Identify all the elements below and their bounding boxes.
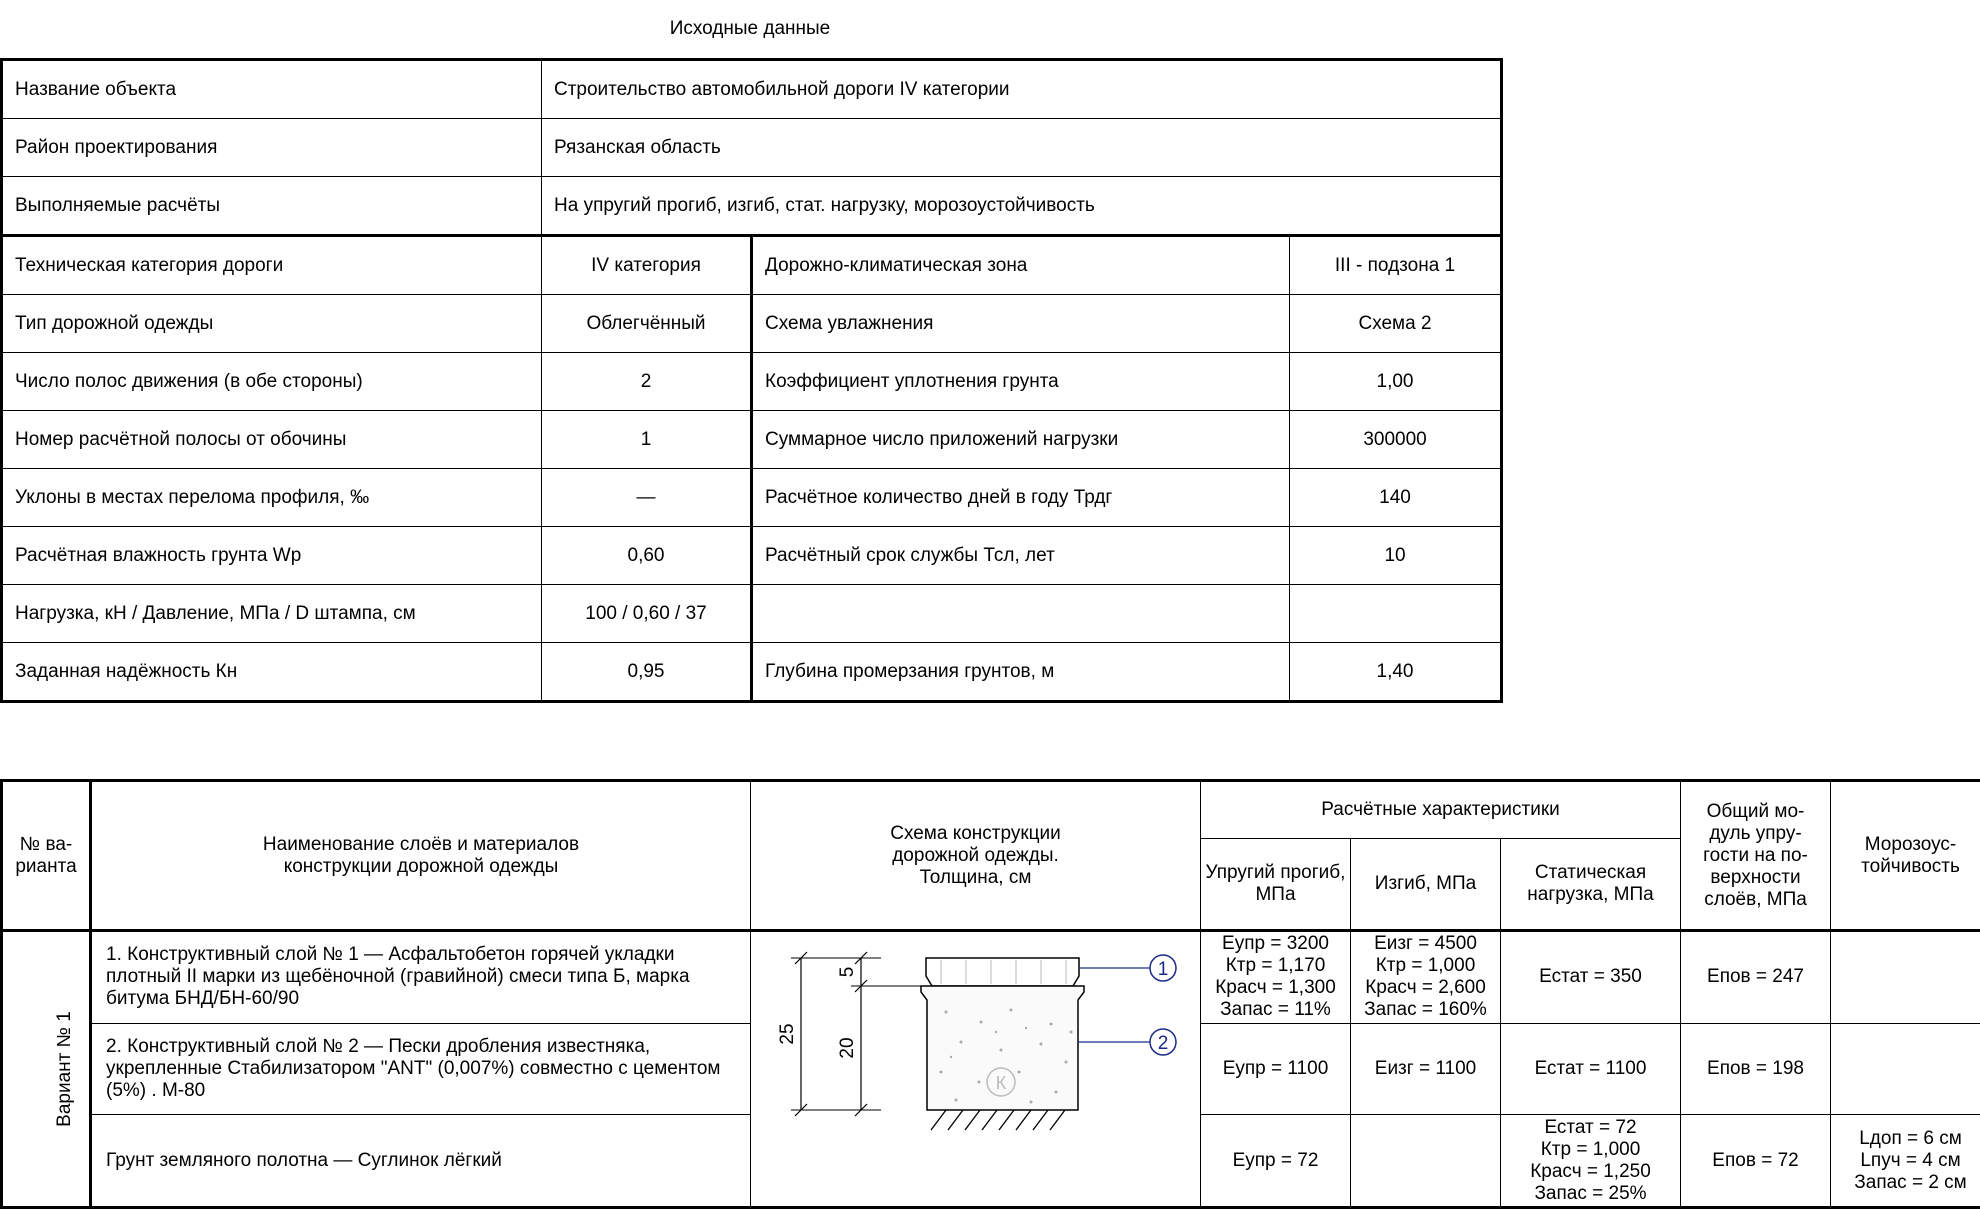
elastic-header: Упругий прогиб, МПа [1201,839,1351,931]
param-label: Заданная надёжность Кн [2,643,542,702]
total-thickness-label: 25 [777,1023,798,1044]
variant-cell [2,931,91,1208]
param-value: 300000 [1290,411,1502,469]
param-label: Расчётная влажность грунта Wр [2,527,542,585]
frost-cell [1831,1023,1980,1115]
param-row [2,236,1502,295]
static-cell [1501,931,1681,1024]
object-label: Название объекта [2,60,542,119]
elastic-cell [1201,1115,1351,1208]
variant-header: № ва- рианта [2,781,91,931]
param-row [2,643,1502,702]
layer2-thickness-label: 20 [837,1037,858,1058]
frost-cell [1831,1115,1980,1208]
param-label: Уклоны в местах перелома профиля, ‰ [2,469,542,527]
frost-cell [1831,931,1980,1024]
bend-cell [1351,1115,1501,1208]
param-row [2,469,1502,527]
param-value: 100 / 0,60 / 37 [542,585,752,643]
header-row [2,781,1980,839]
value-line: Lдоп = 6 см [1835,1128,1980,1150]
scheme-cell [751,931,1201,1208]
param-row [2,411,1502,469]
value-line: Естат = 72 [1505,1117,1676,1139]
layer-row [2,931,1980,1024]
param-value: Облегчённый [542,295,752,353]
value-line: Красч = 2,600 [1355,977,1496,999]
param-value: Схема 2 [1290,295,1502,353]
param-label: Расчётное количество дней в году Трдг [752,469,1290,527]
value-line: Запас = 160% [1355,999,1496,1021]
layer-name: Грунт земляного полотна — Суглинок лёгкий [91,1115,751,1208]
bend-cell [1351,931,1501,1024]
param-label: Номер расчётной полосы от обочины [2,411,542,469]
calcs-value: На упругий прогиб, изгиб, стат. нагрузку, морозоустойчивость [542,177,1502,236]
param-row [2,295,1502,353]
bend-cell [1351,1023,1501,1115]
layer1-thickness-label: 5 [837,967,858,978]
layer1-shape [926,958,1079,986]
pavement-design-table [0,779,1980,1209]
value-line: Ктр = 1,000 [1355,955,1496,977]
static-header: Статическая нагрузка, МПа [1501,839,1681,931]
param-value: III - подзона 1 [1290,236,1502,295]
value-line: Запас = 11% [1205,999,1346,1021]
calc-header: Расчётные характеристики [1201,781,1681,839]
layer-name: 1. Конструктивный слой № 1 — Асфальтобетон горячей укладки плотный II марки из щебёночной (гравийной) смеси типа Б, марка битума БНД/БН-60/90 [91,931,751,1024]
marker1-label: 1 [1158,959,1169,980]
page-title: Исходные данные [0,18,1500,40]
value-line: Ктр = 1,170 [1205,955,1346,977]
value-line: Естат = 350 [1505,966,1676,988]
param-value: 1,40 [1290,643,1502,702]
value-line: Красч = 1,300 [1205,977,1346,999]
soil-hatch [931,1110,1065,1130]
general-row [2,60,1502,119]
layers-header: Наименование слоёв и материалов конструкции дорожной одежды [91,781,751,931]
value-line: Еизг = 4500 [1355,933,1496,955]
param-value: 140 [1290,469,1502,527]
value-line: Еизг = 1100 [1355,1058,1496,1080]
param-label: Глубина промерзания грунтов, м [752,643,1290,702]
param-value: 0,95 [542,643,752,702]
value-line: Еупр = 3200 [1205,933,1346,955]
value-line: Lпуч = 4 см [1835,1150,1980,1172]
param-label: Дорожно-климатическая зона [752,236,1290,295]
calcs-label: Выполняемые расчёты [2,177,542,236]
region-label: Район проектирования [2,119,542,177]
value-line: Ктр = 1,000 [1505,1139,1676,1161]
elastic-cell [1201,1023,1351,1115]
param-value: 1,00 [1290,353,1502,411]
value-line: Красч = 1,250 [1505,1161,1676,1183]
region-value: Рязанская область [542,119,1502,177]
param-label: Коэффициент уплотнения грунта [752,353,1290,411]
value-line: Запас = 25% [1505,1183,1676,1205]
param-label [752,585,1290,643]
value-line: Естат = 1100 [1505,1058,1676,1080]
param-label: Схема увлажнения [752,295,1290,353]
param-value: 2 [542,353,752,411]
modulus-header: Общий мо- дуль упру- гости на по- верхности слоёв, МПа [1681,781,1831,931]
param-value: — [542,469,752,527]
param-label: Тип дорожной одежды [2,295,542,353]
value-line: Еупр = 1100 [1205,1058,1346,1080]
bend-header: Изгиб, МПа [1351,839,1501,931]
watermark-letter: К [996,1073,1007,1093]
static-cell [1501,1023,1681,1115]
param-row [2,353,1502,411]
modulus-cell: Епов = 247 [1681,931,1831,1024]
param-value: 1 [542,411,752,469]
general-row [2,119,1502,177]
param-value: 0,60 [542,527,752,585]
elastic-cell [1201,931,1351,1024]
marker2-label: 2 [1158,1033,1169,1054]
object-value: Строительство автомобильной дороги IV категории [542,60,1502,119]
static-cell [1501,1115,1681,1208]
general-row [2,177,1502,236]
layer-name: 2. Конструктивный слой № 2 — Пески дробления известняка, укрепленные Стабилизатором "ANT" (0,007%) совместно с цементом (5%) . М-80 [91,1023,751,1115]
param-value: 10 [1290,527,1502,585]
source-data-table [0,58,1503,703]
pavement-scheme-diagram [751,932,1201,1200]
scheme-header: Схема конструкции дорожной одежды. Толщина, см [751,781,1201,931]
param-row [2,585,1502,643]
variant-label: Вариант № 1 [54,1011,76,1127]
value-line: Еупр = 72 [1205,1150,1346,1172]
modulus-cell: Епов = 72 [1681,1115,1831,1208]
param-label: Число полос движения (в обе стороны) [2,353,542,411]
param-label: Нагрузка, кН / Давление, МПа / D штампа, см [2,585,542,643]
value-line: Запас = 2 см [1835,1172,1980,1194]
modulus-cell: Епов = 198 [1681,1023,1831,1115]
param-label: Суммарное число приложений нагрузки [752,411,1290,469]
param-value: IV категория [542,236,752,295]
param-label: Расчётный срок службы Тсл, лет [752,527,1290,585]
param-row [2,527,1502,585]
param-value [1290,585,1502,643]
frost-header: Морозоус- тойчивость [1831,781,1980,931]
param-label: Техническая категория дороги [2,236,542,295]
